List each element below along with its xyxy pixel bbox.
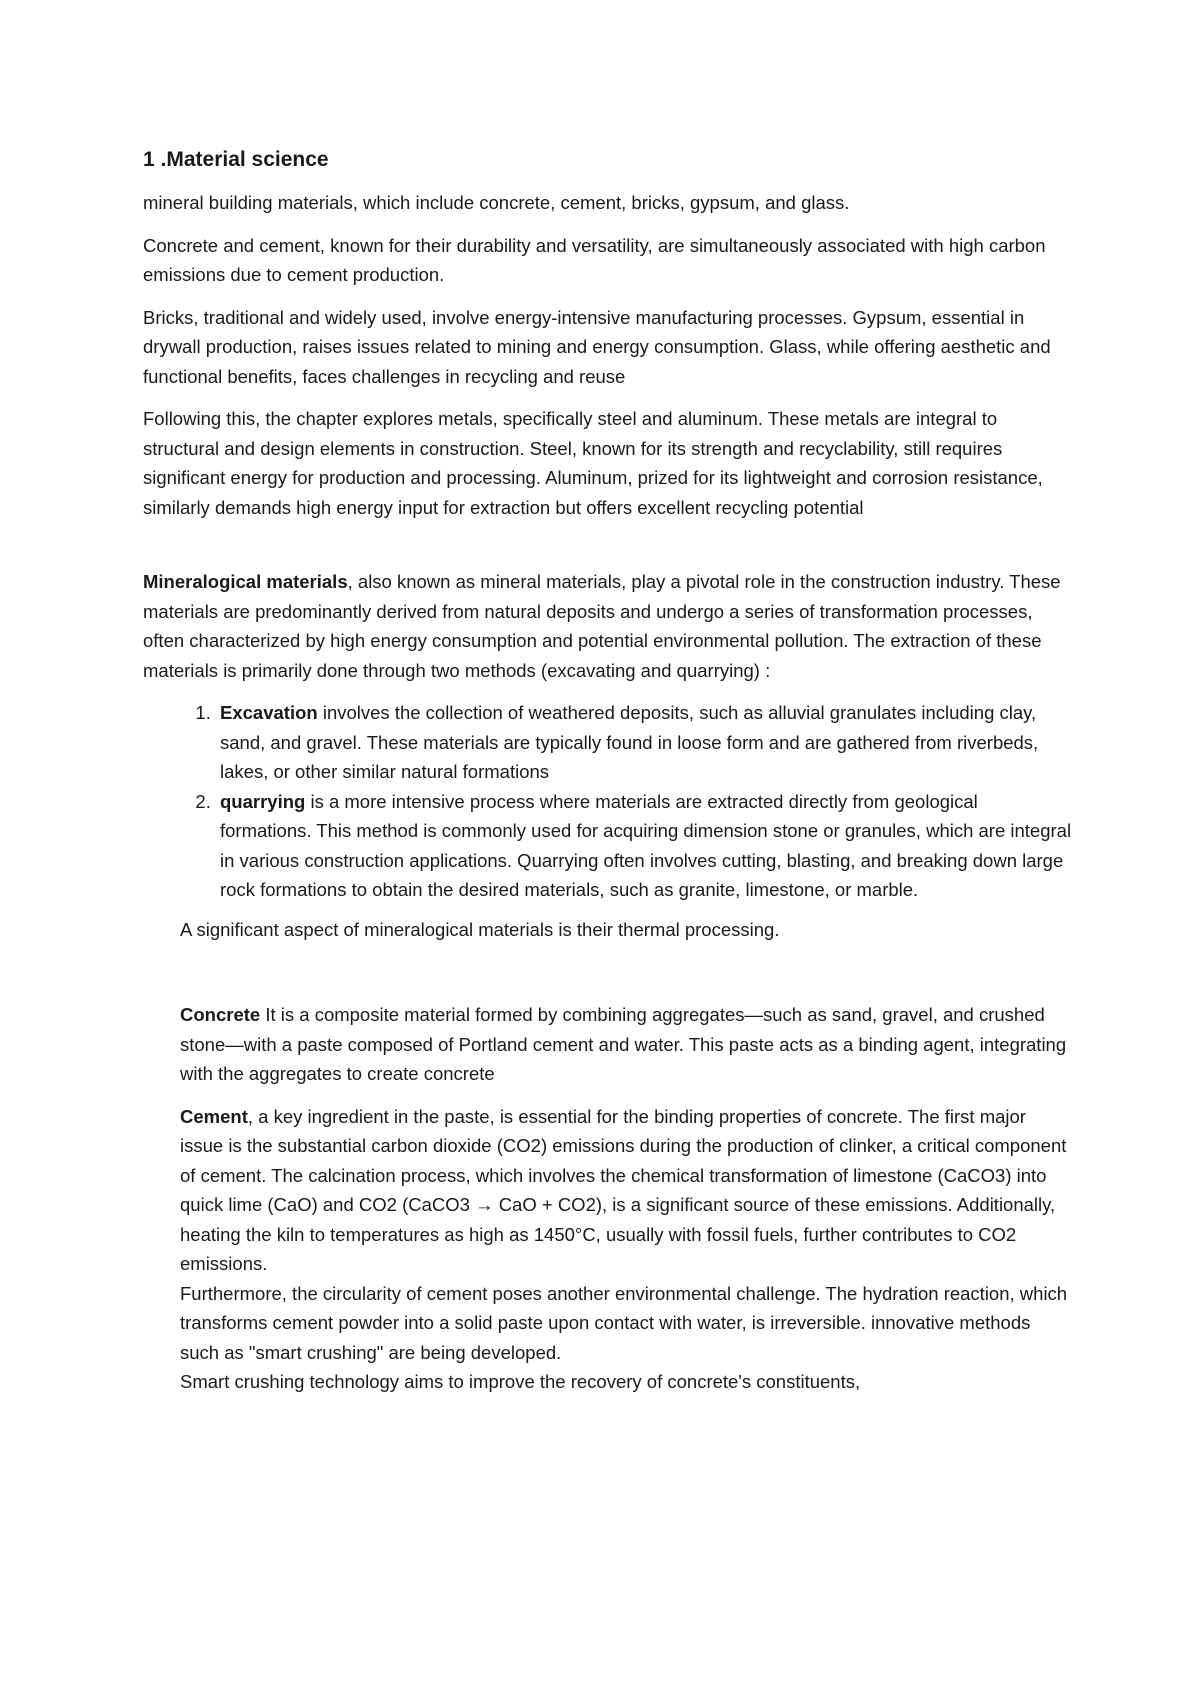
quarrying-term: quarrying: [220, 790, 306, 812]
quarrying-text: is a more intensive process where materials are extracted directly from geological formations. This method is commonly used for acquiring dimension stone or granules, which are integral in various construction applications. Quarrying often involves cutting, blasting, and breaking down large rock formations to obtain the desired materials, such as granite, limestone, or marble.: [220, 790, 1072, 900]
concrete-paragraph: [143, 1000, 1073, 1089]
cement-paragraph-2: Furthermore, the circularity of cement poses another environmental challenge. The hydration reaction, which transforms cement powder into a solid paste upon contact with water, is irreversible. innovative methods such as "smart crushing" are being developed.: [180, 1282, 1068, 1363]
mineralogical-text: , also known as mineral materials, play a pivotal role in the construction industry. These materials are predominantly derived from natural deposits and undergo a series of transformation processes, often characterized by high energy consumption and potential environmental pollution. The extraction of these materials is primarily done through two methods (excavating and quarrying) :: [143, 571, 1061, 681]
mineralogical-paragraph: [143, 567, 1073, 685]
concrete-term: Concrete: [180, 1004, 261, 1025]
extraction-methods-list: [143, 698, 1073, 905]
intro-paragraph-4: Following this, the chapter explores metals, specifically steel and aluminum. These metals are integral to structural and design elements in construction. Steel, known for its strength and recyclability, still requires significant energy for production and processing. Aluminum, prized for its lightweight and corrosion resistance, similarly demands high energy input for extraction but offers excellent recycling potential: [143, 408, 1043, 518]
intro-paragraph-1: mineral building materials, which include concrete, cement, bricks, gypsum, and glass.: [143, 192, 850, 213]
intro-paragraph-3: Bricks, traditional and widely used, involve energy-intensive manufacturing processes. Gypsum, essential in drywall production, raises issues related to mining and energy consumption. Glass, while offering aesthetic and functional benefits, faces challenges in recycling and reuse: [143, 306, 1051, 387]
cement-term: Cement: [180, 1105, 248, 1127]
mineralogical-term: Mineralogical materials: [143, 571, 348, 592]
thermal-paragraph: A significant aspect of mineralogical materials is their thermal processing.: [180, 918, 780, 940]
concrete-text: It is a composite material formed by combining aggregates—such as sand, gravel, and crushed stone—with a paste composed of Portland cement and water. This paste acts as a binding agent, integrating with the aggregates to create concrete: [180, 1004, 1067, 1084]
list-item-excavation: [216, 698, 1073, 787]
list-item-quarrying: [216, 787, 1073, 905]
cement-text: , a key ingredient in the paste, is essential for the binding properties of concrete. The first major issue is the substantial carbon dioxide (CO2) emissions during the production of clinker, a critical component of cement. The calcination process, which involves the chemical transformation of limestone (CaCO3) into quick lime (CaO) and CO2 (CaCO3 → CaO + CO2), is a significant source of these emissions. Additionally, heating the kiln to temperatures as high as 1450°C, usually with fossil fuels, further contributes to CO2 emissions.: [180, 1105, 1067, 1274]
section-heading: 1 .Material science: [143, 148, 329, 171]
cement-paragraph: [143, 1102, 1073, 1279]
document-content: [143, 146, 1073, 1397]
excavation-text: involves the collection of weathered deposits, such as alluvial granulates including clay, sand, and gravel. These materials are typically found in loose form and are gathered from riverbeds, lakes, or other similar natural formations: [220, 702, 1039, 782]
intro-paragraph-2: Concrete and cement, known for their durability and versatility, are simultaneously associated with high carbon emissions due to cement production.: [143, 234, 1046, 285]
excavation-term: Excavation: [220, 702, 318, 723]
cement-paragraph-3: Smart crushing technology aims to improve the recovery of concrete's constituents,: [180, 1371, 861, 1392]
